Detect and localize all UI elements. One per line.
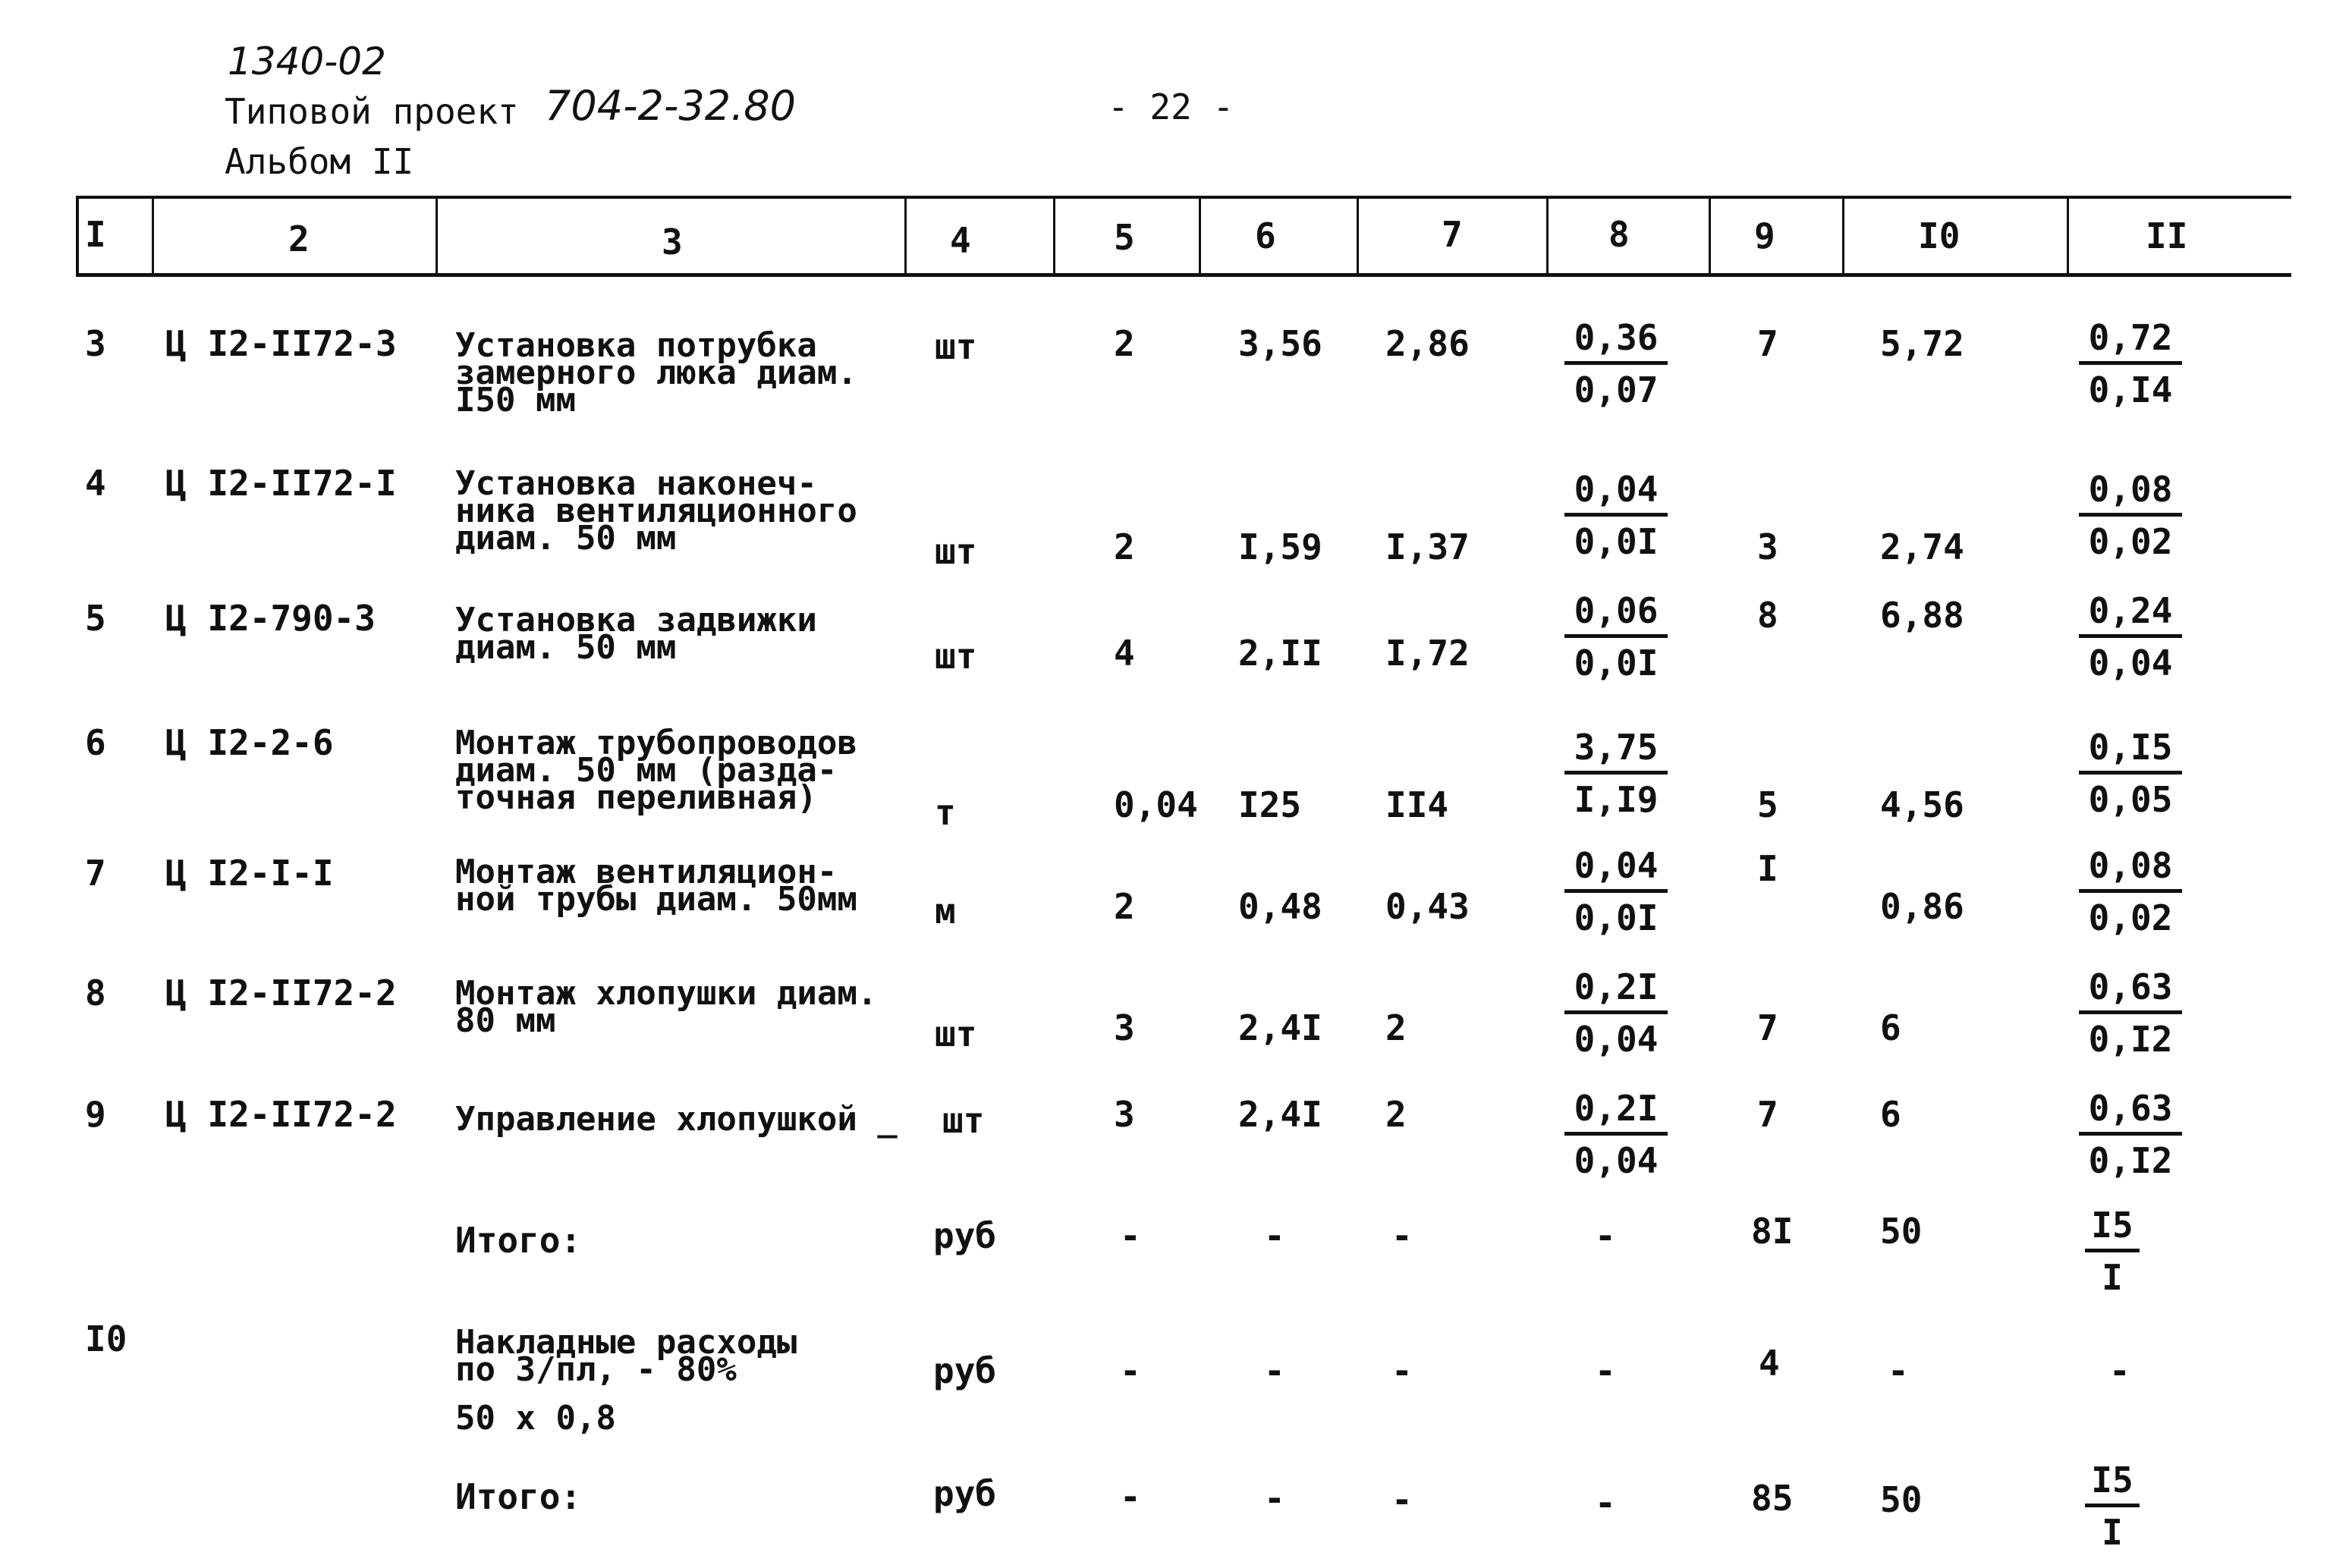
project-label: Типовой проект bbox=[225, 91, 519, 132]
work-description: Монтаж трубопроводов bbox=[455, 724, 857, 762]
total-cost: 7 bbox=[1757, 323, 1778, 364]
total-cost: 5 bbox=[1757, 784, 1778, 825]
dash: - bbox=[1595, 1350, 1616, 1391]
dash: - bbox=[1120, 1350, 1141, 1391]
total-wage: 4,56 bbox=[1880, 784, 1964, 825]
unit: шт bbox=[942, 1100, 985, 1141]
unit-wage: I,37 bbox=[1385, 526, 1470, 567]
col-header: 7 bbox=[1442, 214, 1463, 255]
overhead-cost: 4 bbox=[1759, 1343, 1780, 1384]
table-top-rule bbox=[76, 196, 2291, 199]
row-number: 5 bbox=[85, 598, 106, 639]
rate-code: Ц I2-II72-2 bbox=[165, 973, 397, 1013]
unit: руб bbox=[933, 1350, 997, 1391]
fraction-col11: $\frac{0,63}{0,I2}$ bbox=[2079, 1086, 2182, 1183]
fraction-col8: $\frac{0,2I}{0,04}$ bbox=[1564, 965, 1668, 1061]
unit-wage: 2 bbox=[1385, 1094, 1407, 1135]
col-header: 6 bbox=[1255, 215, 1276, 256]
table-header-bottom-rule bbox=[76, 273, 2291, 277]
unit-cost: 0,48 bbox=[1238, 886, 1322, 927]
total-wage: 6 bbox=[1880, 1094, 1901, 1135]
row-number: 4 bbox=[85, 463, 106, 504]
dash: - bbox=[1595, 1482, 1616, 1523]
total-cost: 7 bbox=[1757, 1094, 1778, 1135]
work-description: ной трубы диам. 50мм bbox=[455, 880, 857, 919]
dash: - bbox=[1888, 1350, 1909, 1391]
col-header: 8 bbox=[1608, 214, 1630, 255]
work-description: точная переливная) bbox=[455, 778, 817, 817]
fraction-col11: $\frac{I5}{I}$ bbox=[2085, 1458, 2140, 1554]
fraction-col11: $\frac{0,08}{0,02}$ bbox=[2079, 844, 2182, 940]
unit: руб bbox=[933, 1473, 997, 1514]
total-wage: 6 bbox=[1880, 1007, 1901, 1048]
work-description: замерного люка диам. bbox=[455, 354, 857, 392]
subtotal-cost: 8I bbox=[1751, 1211, 1794, 1252]
total-cost: 85 bbox=[1751, 1478, 1794, 1519]
rate-code: Ц I2-II72-I bbox=[165, 463, 397, 504]
project-number: 704-2-32.80 bbox=[545, 82, 796, 130]
fraction-col8: $\frac{0,04}{0,0I}$ bbox=[1564, 844, 1668, 940]
col-header: 9 bbox=[1754, 215, 1775, 256]
row-number: 8 bbox=[85, 973, 106, 1013]
fraction-col11: $\frac{0,08}{0,02}$ bbox=[2079, 467, 2182, 564]
page-number: - 22 - bbox=[1108, 86, 1234, 127]
unit: шт bbox=[935, 531, 977, 572]
work-description: Установка потрубка bbox=[455, 326, 817, 365]
fraction-col8: $\frac{0,06}{0,0I}$ bbox=[1564, 589, 1668, 685]
dash: - bbox=[1264, 1350, 1285, 1391]
document-code: 1340-02 bbox=[228, 39, 386, 83]
fraction-col11: $\frac{0,24}{0,04}$ bbox=[2079, 589, 2182, 685]
col-header: 5 bbox=[1114, 217, 1135, 258]
unit: т bbox=[935, 792, 956, 833]
rate-code: Ц I2-790-3 bbox=[165, 598, 376, 639]
quantity: 2 bbox=[1114, 323, 1135, 364]
col-header: 3 bbox=[662, 222, 683, 262]
work-description: Установка наконеч- bbox=[455, 464, 817, 503]
unit-wage: 2,86 bbox=[1385, 323, 1470, 364]
work-description: Монтаж хлопушки диам. bbox=[455, 974, 878, 1013]
row-number: 7 bbox=[85, 853, 106, 894]
col-header: I0 bbox=[1918, 215, 1961, 256]
dash: - bbox=[1120, 1215, 1141, 1256]
work-description: диам. 50 мм (разда- bbox=[455, 751, 838, 790]
quantity: 3 bbox=[1114, 1007, 1135, 1048]
work-description: I50 мм bbox=[455, 381, 576, 419]
unit: шт bbox=[935, 636, 977, 677]
album-label: Альбом II bbox=[225, 141, 414, 182]
col-header: I bbox=[85, 214, 106, 255]
rate-code: Ц I2-II72-2 bbox=[165, 1094, 397, 1135]
unit: м bbox=[935, 891, 956, 932]
dash: - bbox=[1120, 1476, 1141, 1517]
total-wage: 0,86 bbox=[1880, 886, 1964, 927]
col-header: 2 bbox=[288, 218, 310, 259]
work-description: Монтаж вентиляцион- bbox=[455, 853, 838, 891]
col-header: 4 bbox=[950, 220, 971, 261]
total-label: Итого: bbox=[455, 1476, 582, 1517]
rate-code: Ц I2-II72-3 bbox=[165, 323, 397, 364]
total-wage: 50 bbox=[1880, 1479, 1923, 1520]
unit-wage: I,72 bbox=[1385, 633, 1470, 674]
unit-cost: I25 bbox=[1238, 784, 1302, 825]
unit-wage: II4 bbox=[1385, 784, 1449, 825]
work-description: по З/пл, - 80% bbox=[455, 1350, 737, 1389]
dash: - bbox=[1391, 1479, 1413, 1520]
unit: руб bbox=[933, 1215, 997, 1256]
work-description: ника вентиляционного bbox=[455, 492, 857, 530]
dash: - bbox=[1595, 1215, 1616, 1256]
unit-cost: 3,56 bbox=[1238, 323, 1322, 364]
fraction-col8: $\frac{0,04}{0,0I}$ bbox=[1564, 467, 1668, 564]
total-wage: 2,74 bbox=[1880, 526, 1964, 567]
total-wage: 6,88 bbox=[1880, 595, 1964, 636]
row-number: 3 bbox=[85, 323, 106, 364]
quantity: 0,04 bbox=[1114, 784, 1198, 825]
dash: - bbox=[2109, 1350, 2130, 1391]
work-description: 80 мм bbox=[455, 1001, 556, 1040]
fraction-col8: $\frac{0,36}{0,07}$ bbox=[1564, 316, 1668, 412]
unit-cost: 2,4I bbox=[1238, 1007, 1322, 1048]
work-description: Управление хлопушкой _ bbox=[455, 1100, 898, 1139]
quantity: 4 bbox=[1114, 633, 1135, 674]
dash: - bbox=[1264, 1215, 1285, 1256]
work-description: диам. 50 мм bbox=[455, 519, 677, 558]
work-description: Установка задвижки bbox=[455, 601, 817, 639]
work-description: Накладные расходы bbox=[455, 1323, 797, 1362]
fraction-col8: $\frac{0,2I}{0,04}$ bbox=[1564, 1086, 1668, 1183]
dash: - bbox=[1391, 1350, 1413, 1391]
fraction-col8: $\frac{3,75}{I,I9}$ bbox=[1564, 725, 1668, 822]
total-cost: 7 bbox=[1757, 1007, 1778, 1048]
work-description: диам. 50 мм bbox=[455, 628, 677, 667]
unit-cost: I,59 bbox=[1238, 526, 1322, 567]
unit-wage: 2 bbox=[1385, 1007, 1407, 1048]
total-cost: I bbox=[1757, 848, 1778, 889]
row-number: 6 bbox=[85, 722, 106, 763]
row-number: I0 bbox=[85, 1318, 127, 1359]
subtotal-label: Итого: bbox=[455, 1220, 582, 1261]
fraction-col11: $\frac{I5}{I}$ bbox=[2085, 1203, 2140, 1299]
fraction-col11: $\frac{0,63}{0,I2}$ bbox=[2079, 965, 2182, 1061]
dash: - bbox=[1264, 1478, 1285, 1519]
rate-code: Ц I2-2-6 bbox=[165, 722, 334, 763]
unit-wage: 0,43 bbox=[1385, 886, 1470, 927]
unit: шт bbox=[935, 326, 977, 367]
col-header: II bbox=[2146, 215, 2188, 256]
unit-cost: 2,4I bbox=[1238, 1094, 1322, 1135]
dash: - bbox=[1391, 1215, 1413, 1256]
quantity: 2 bbox=[1114, 526, 1135, 567]
quantity: 2 bbox=[1114, 886, 1135, 927]
row-number: 9 bbox=[85, 1094, 106, 1135]
overhead-calculation: 50 х 0,8 bbox=[455, 1399, 616, 1438]
fraction-col11: $\frac{0,I5}{0,05}$ bbox=[2079, 725, 2182, 822]
fraction-col11: $\frac{0,72}{0,I4}$ bbox=[2079, 316, 2182, 412]
total-wage: 5,72 bbox=[1880, 323, 1964, 364]
subtotal-wage: 50 bbox=[1880, 1211, 1923, 1252]
unit: шт bbox=[935, 1013, 977, 1054]
total-cost: 3 bbox=[1757, 526, 1778, 567]
rate-code: Ц I2-I-I bbox=[165, 853, 334, 894]
quantity: 3 bbox=[1114, 1094, 1135, 1135]
unit-cost: 2,II bbox=[1238, 633, 1322, 674]
total-cost: 8 bbox=[1757, 595, 1778, 636]
